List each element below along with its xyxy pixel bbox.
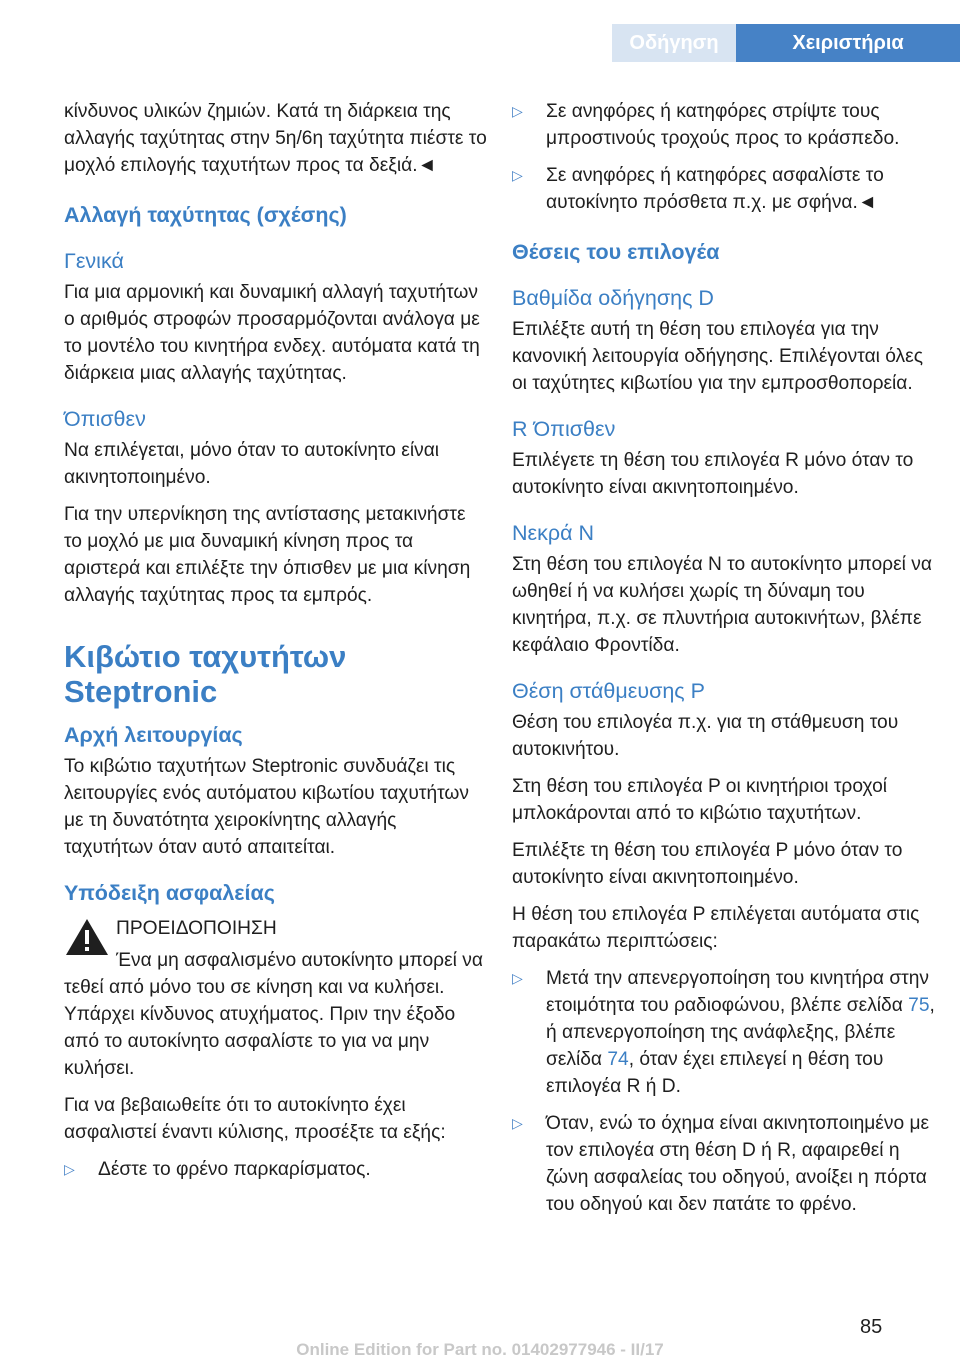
heading-drive-d: Βαθμίδα οδήγησης D	[512, 286, 714, 310]
section-tab-driving[interactable]: Οδήγηση	[612, 24, 736, 62]
reverse-paragraph-1: Να επιλέγεται, μόνο όταν το αυτοκίνητο είναι ακινητοποιημένο.	[64, 440, 440, 488]
secure-paragraph: Για να βεβαιωθείτε ότι το αυτοκίνητο έχει ασφαλιστεί έναντι κύλισης, προσέξτε τα εξής:	[64, 1095, 446, 1143]
park-paragraph-1: Θέση του επιλογέα π.χ. για τη στάθμευση του αυτοκινήτου.	[512, 712, 899, 760]
warning-text: Ένα μη ασφαλισμένο αυτοκίνητο μπορεί να τεθεί από μόνο του σε κίνηση και να κυλήσει. Υπάρχει κίνδυνος ατυχήματος. Πριν την έξοδο από το αυτοκίνητο ασφαλίστε το για να μην κυλήσει.	[64, 950, 483, 1079]
heading-steptronic: Κιβώτιο ταχυτήτων Steptronic	[64, 639, 347, 709]
left-column	[64, 98, 488, 1193]
list-item-text: Δέστε το φρένο παρκαρίσματος.	[98, 1159, 371, 1180]
list-item-text-part: , ή απενεργοποίηση της ανάφλεξης, βλέπε σελίδα	[546, 995, 935, 1070]
list-item	[512, 1110, 936, 1218]
principle-paragraph: Το κιβώτιο ταχυτήτων Steptronic συνδυάζει τις λειτουργίες ενός αυτόματου κιβωτίου ταχυτήτων με τη δυνατότητα χειροκίνητης αλλαγής ταχυτήτων όταν αυτό απαιτείται.	[64, 756, 470, 858]
list-item-text: Σε ανηφόρες ή κατηφόρες στρίψτε τους μπροστινούς τροχούς προς το κράσπεδο.	[546, 101, 900, 149]
park-paragraph-2: Στη θέση του επιλογέα P οι κινητήριοι τροχοί μπλοκάρονται από το κιβώτιο ταχυτήτων.	[512, 776, 887, 824]
park-paragraph-4: Η θέση του επιλογέα P επιλέγεται αυτόματα στις παρακάτω περιπτώσεις:	[512, 904, 920, 952]
page-link-74[interactable]: 74	[607, 1049, 629, 1070]
page-header	[0, 0, 960, 62]
warning-triangle-icon	[64, 917, 116, 961]
list-item	[64, 1156, 488, 1183]
bullet-triangle-icon: ▷	[512, 1115, 523, 1131]
list-item	[512, 162, 936, 216]
intro-paragraph: κίνδυνος υλικών ζημιών. Κατά τη διάρκεια της αλλαγής ταχύτητας στην 5η/6η ταχύτητα πιέστε το μοχλό επιλογής ταχυτήτων προς τα δεξιά.◄	[64, 101, 487, 176]
warning-title: ΠΡΟΕΙΔΟΠΟΙΗΣΗ	[116, 918, 277, 939]
heading-safety-note: Υπόδειξη ασφαλείας	[64, 881, 275, 905]
page-number: 85	[860, 1316, 883, 1338]
page-link-75[interactable]: 75	[908, 995, 930, 1016]
list-item-text-part: , όταν έχει επιλεγεί η θέση του επιλογέα R ή D.	[546, 1049, 884, 1097]
bullet-triangle-icon: ▷	[512, 970, 523, 986]
heading-neutral-n: Νεκρά N	[512, 521, 595, 545]
list-item-text	[546, 965, 936, 1100]
list-item-text-part: Μετά την απενεργοποίηση του κινητήρα στην ετοιμότητα του ραδιοφώνου, βλέπε σελίδα	[546, 968, 929, 1016]
heading-park-p: Θέση στάθμευσης P	[512, 679, 705, 703]
park-paragraph-3: Επιλέξτε τη θέση του επιλογέα P μόνο όταν το αυτοκίνητο είναι ακινητοποιημένο.	[512, 840, 903, 888]
drive-paragraph: Επιλέξτε αυτή τη θέση του επιλογέα για την κανονική λειτουργία οδήγησης. Επιλέγονται όλες οι ταχύτητες κιβωτίου για την εμπροσθοπορεία.	[512, 319, 923, 394]
list-item-text: Όταν, ενώ το όχημα είναι ακινητοποιημένο με τον επιλογέα στη θέση D ή R, αφαιρεθεί η ζώνη ασφαλείας του οδηγού, ανοίξει η πόρτα του οδηγού και δεν πατάτε το φρένο.	[546, 1113, 930, 1215]
right-column	[512, 98, 936, 1228]
heading-principle: Αρχή λειτουργίας	[64, 723, 243, 747]
bullet-triangle-icon: ▷	[512, 103, 523, 119]
list-item	[512, 98, 936, 152]
section-tab-controls[interactable]: Χειριστήρια	[736, 24, 960, 62]
general-paragraph: Για μια αρμονική και δυναμική αλλαγή ταχυτήτων ο αριθμός στροφών προσαρμόζονται ανάλογα με το μοντέλο του κινητήρα ενδεχ. αυτόματα κατά τη διάρκεια μιας αλλαγής ταχύτητας.	[64, 282, 480, 384]
heading-reverse-r: R Όπισθεν	[512, 417, 616, 441]
list-item	[512, 965, 936, 1100]
bullet-triangle-icon: ▷	[512, 167, 523, 183]
reverse-r-paragraph: Επιλέγετε τη θέση του επιλογέα R μόνο όταν το αυτοκίνητο είναι ακινητοποιημένο.	[512, 450, 914, 498]
heading-reverse: Όπισθεν	[64, 407, 146, 431]
list-item-text: Σε ανηφόρες ή κατηφόρες ασφαλίστε το αυτοκίνητο πρόσθετα π.χ. με σφήνα.◄	[546, 165, 884, 213]
heading-selector-positions: Θέσεις του επιλογέα	[512, 240, 720, 264]
bullet-triangle-icon: ▷	[64, 1161, 75, 1177]
heading-gear-shift: Αλλαγή ταχύτητας (σχέσης)	[64, 203, 347, 227]
reverse-paragraph-2: Για την υπερνίκηση της αντίστασης μετακινήστε το μοχλό με μια δυναμική κίνηση προς τα αριστερά και επιλέξτε την όπισθεν με μια κίνηση αλλαγής ταχύτητας προς τα εμπρός.	[64, 504, 471, 606]
heading-general: Γενικά	[64, 249, 124, 273]
neutral-paragraph: Στη θέση του επιλογέα N το αυτοκίνητο μπορεί να ωθηθεί ή να κυλήσει χωρίς τη δύναμη του κινητήρα, π.χ. σε πλυντήρια αυτοκινήτων, βλέπε κεφάλαιο Φροντίδα.	[512, 554, 932, 656]
footer-edition: Online Edition for Part no. 01402977946 - II/17	[296, 1340, 664, 1359]
